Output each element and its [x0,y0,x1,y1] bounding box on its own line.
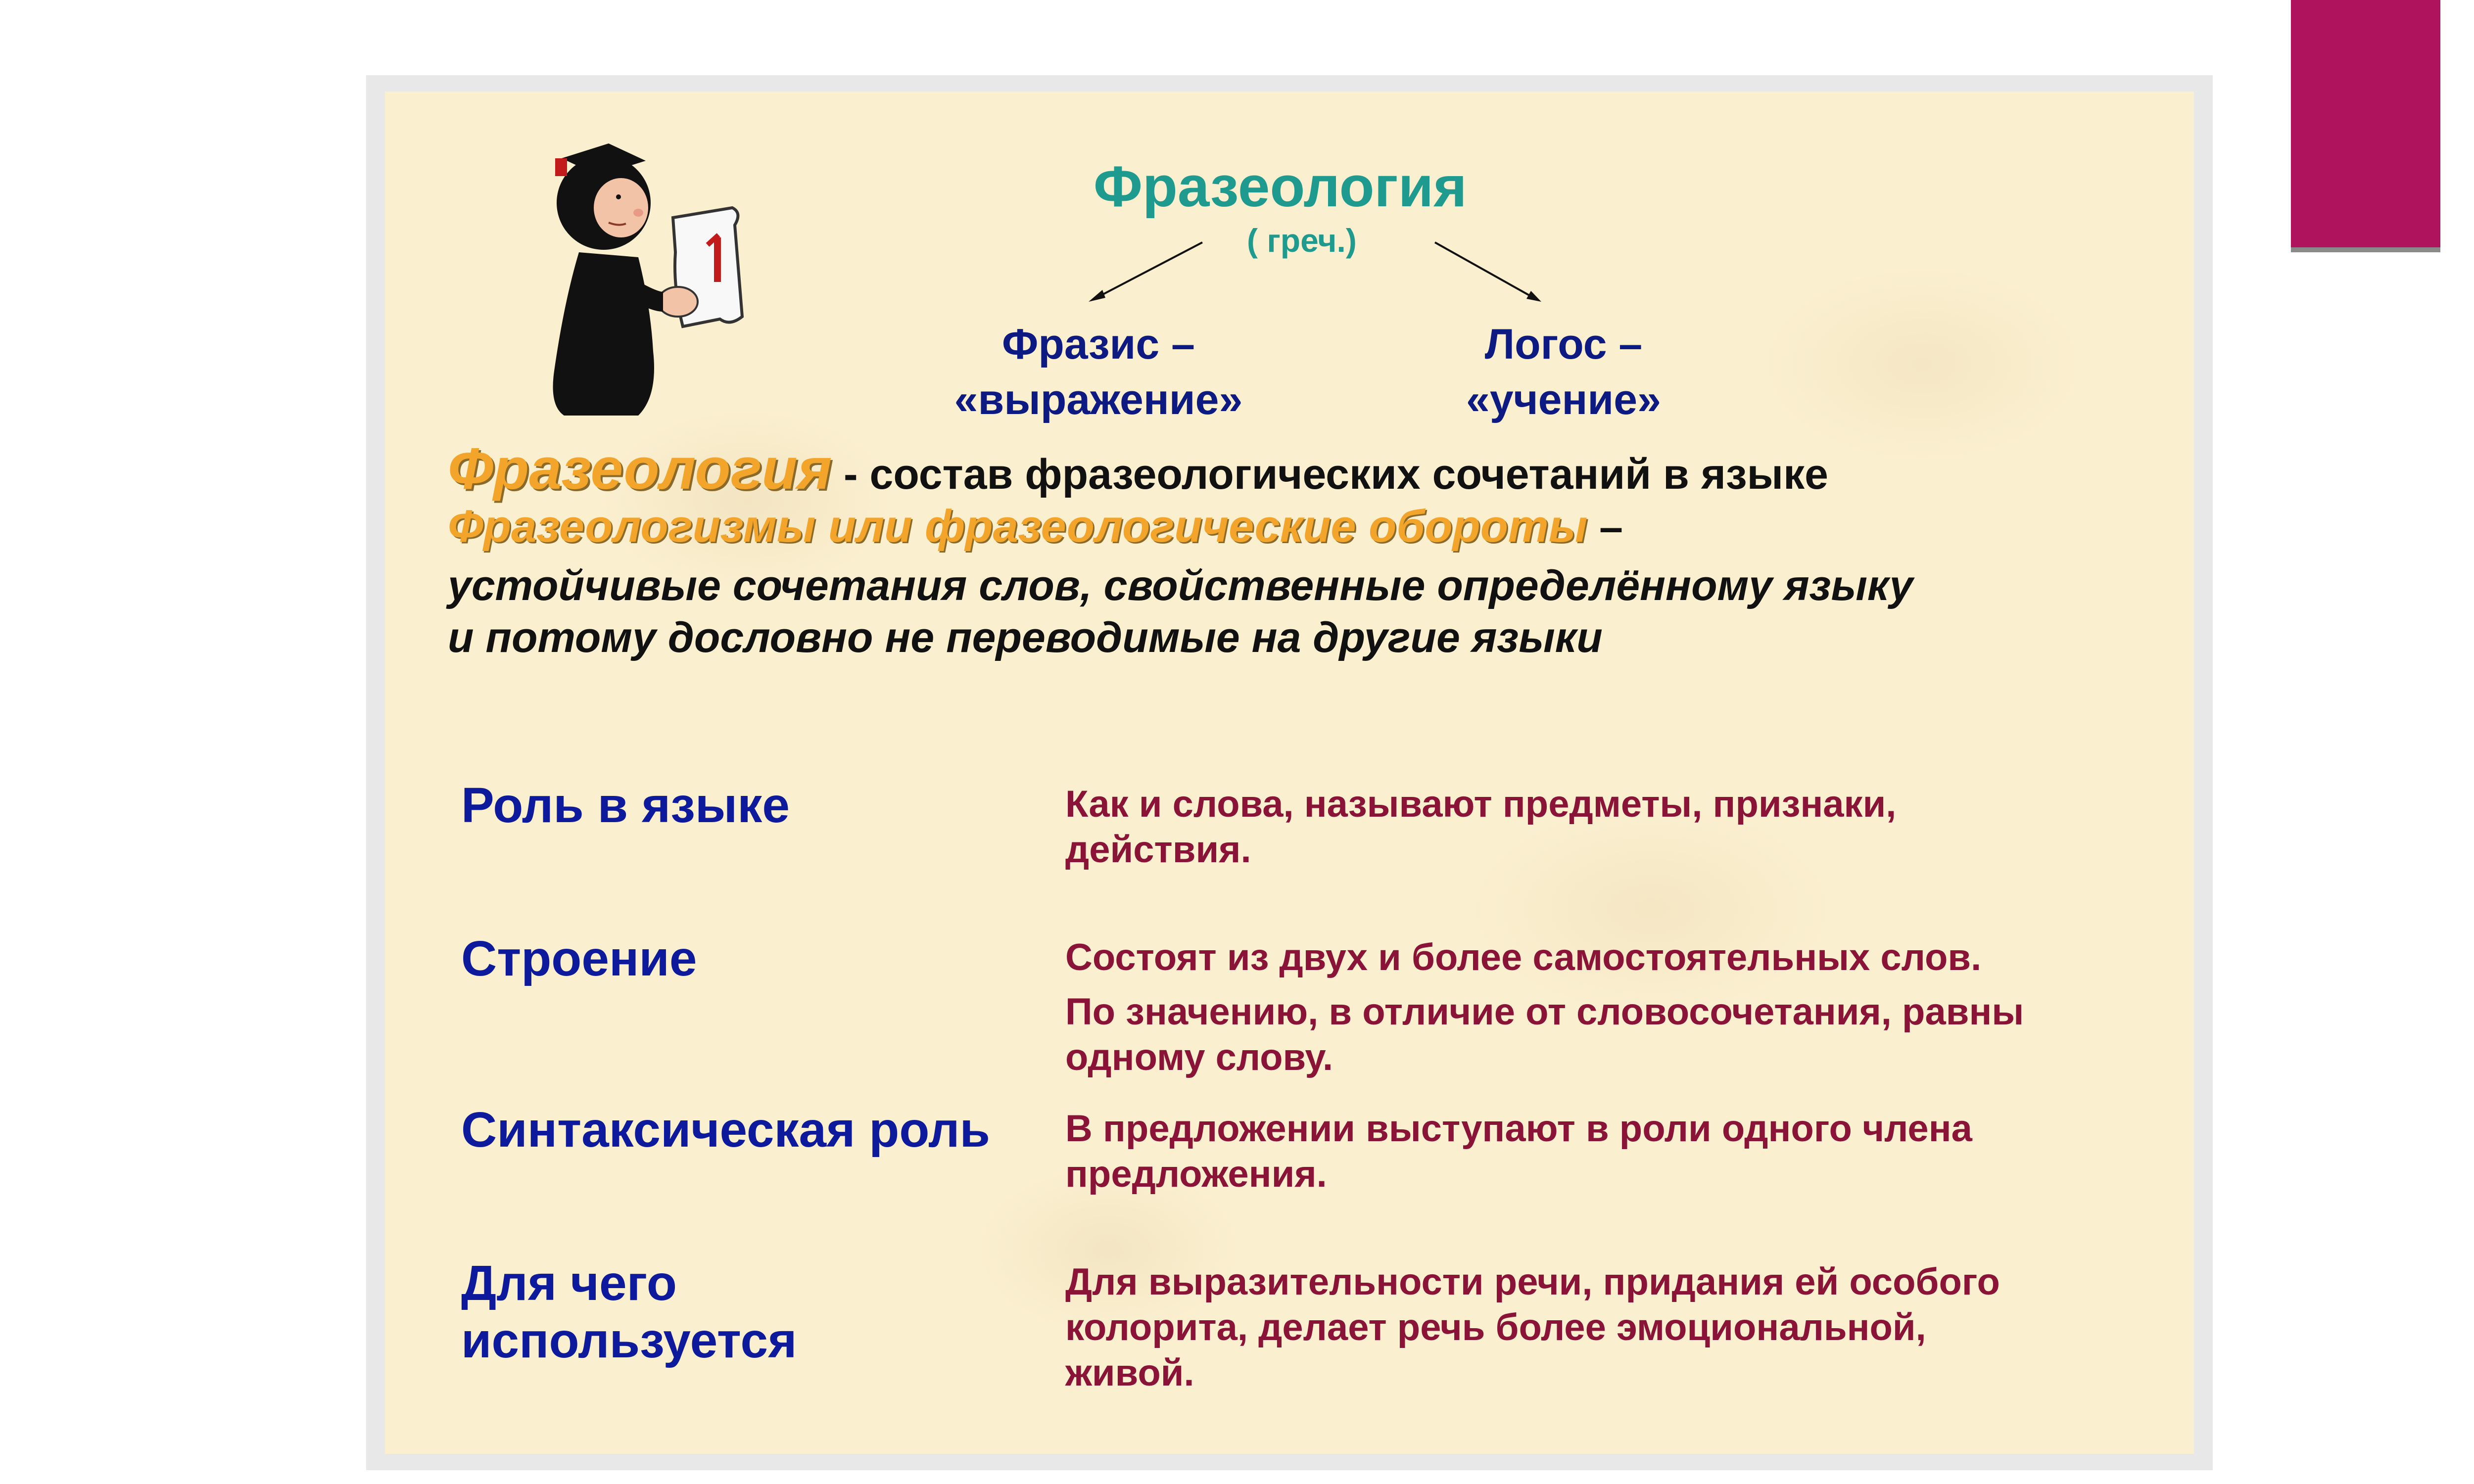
row-label-role: Роль в языке [461,778,790,833]
definition-separator: - [832,451,870,498]
row-value-line: Как и слова, называют предметы, признаки, [1065,783,1897,825]
arrow-left-head [1089,290,1105,302]
row-label-line: используется [461,1313,797,1368]
row-label-line: Для чего [461,1255,677,1311]
row-label-usage [461,1254,797,1369]
arrow-right [1435,242,1536,299]
scholar-with-scroll-icon [534,139,767,425]
row-label-syntax: Синтаксическая роль [461,1102,990,1158]
definition-dash: – [1587,504,1623,551]
row-value-line: По значению, в отличие от словосочетания, равны [1065,991,2024,1033]
row-value-line: предложения. [1065,1153,1327,1195]
term-phraseologisms: Фразеологизмы или фразеологические обороты [448,501,1588,552]
title-subtitle: ( греч.) [1247,222,1357,259]
row-value-structure [1065,935,2024,1080]
arrow-left [1094,242,1202,299]
row-label-structure: Строение [461,931,697,986]
etymology-phrasis [940,317,1257,427]
row-value-line: действия. [1065,829,1251,871]
definition-text-line2: и потому дословно не переводимые на другие языки [448,614,1603,661]
row-value-role [1065,782,1896,873]
etymology-arrows [1079,232,1544,312]
row-value-line: В предложении выступают в роли одного члена [1065,1108,1972,1150]
row-value-line: одному слову. [1065,1036,1333,1078]
etymology-logos [1425,317,1702,427]
etymology-logos-word: Логос – [1484,321,1643,368]
arrow-right-head [1526,291,1541,302]
definition-phraseology [448,435,1828,503]
definition-phraseology-text: состав фразеологических сочетаний в языке [869,451,1828,498]
row-value-line: живой. [1065,1352,1194,1394]
row-value-line: Состоят из двух и более самостоятельных слов. [1065,936,1982,978]
etymology-phrasis-word: Фразис – [1002,321,1195,368]
etymology-logos-meaning: «учение» [1466,376,1661,423]
row-value-line: колорита, делает речь более эмоциональной, [1065,1306,1926,1348]
term-phraseology: Фразеология [448,436,832,502]
etymology-phrasis-meaning: «выражение» [954,376,1243,423]
row-value-syntax [1065,1106,1972,1197]
row-value-usage [1065,1259,2000,1396]
row-value-line: Для выразительности речи, придания ей особого [1065,1261,2000,1303]
page-title: Фразеология [1094,154,1467,219]
accent-bar [2291,0,2440,252]
definition-text-line1: устойчивые сочетания слов, свойственные определённому языку [448,562,1913,609]
definition-phraseologisms [448,501,1623,553]
